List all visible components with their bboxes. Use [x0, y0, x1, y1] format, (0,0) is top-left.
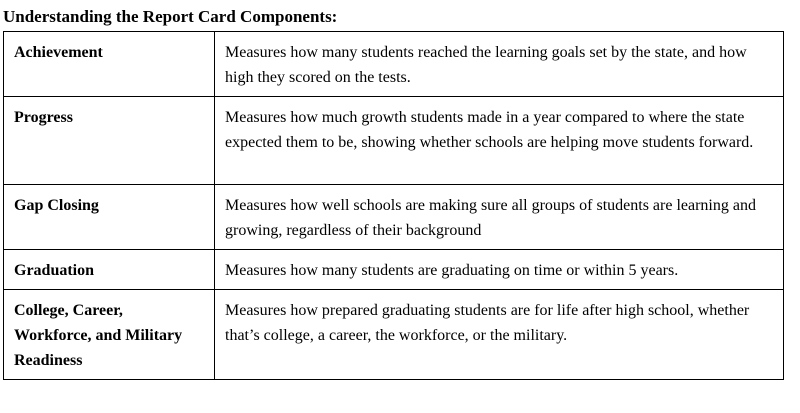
table-row [4, 290, 784, 380]
component-term: College, Career, Workforce, and Military Readiness [4, 290, 215, 380]
component-description: Measures how much growth students made in a year compared to where the state expected them to be, showing whether schools are helping move students forward. [215, 97, 784, 185]
table-row [4, 250, 784, 290]
component-term: Gap Closing [4, 185, 215, 250]
table-row [4, 97, 784, 185]
component-description: Measures how many students are graduating on time or within 5 years. [215, 250, 784, 290]
component-description: Measures how many students reached the learning goals set by the state, and how high they scored on the tests. [215, 32, 784, 97]
component-term: Graduation [4, 250, 215, 290]
component-description: Measures how prepared graduating students are for life after high school, whether that’s college, a career, the workforce, or the military. [215, 290, 784, 380]
section-heading: Understanding the Report Card Components: [3, 7, 338, 26]
component-term: Progress [4, 97, 215, 185]
components-table [3, 31, 784, 380]
table-row [4, 185, 784, 250]
table-row [4, 32, 784, 97]
component-description: Measures how well schools are making sure all groups of students are learning and growing, regardless of their background [215, 185, 784, 250]
component-term: Achievement [4, 32, 215, 97]
